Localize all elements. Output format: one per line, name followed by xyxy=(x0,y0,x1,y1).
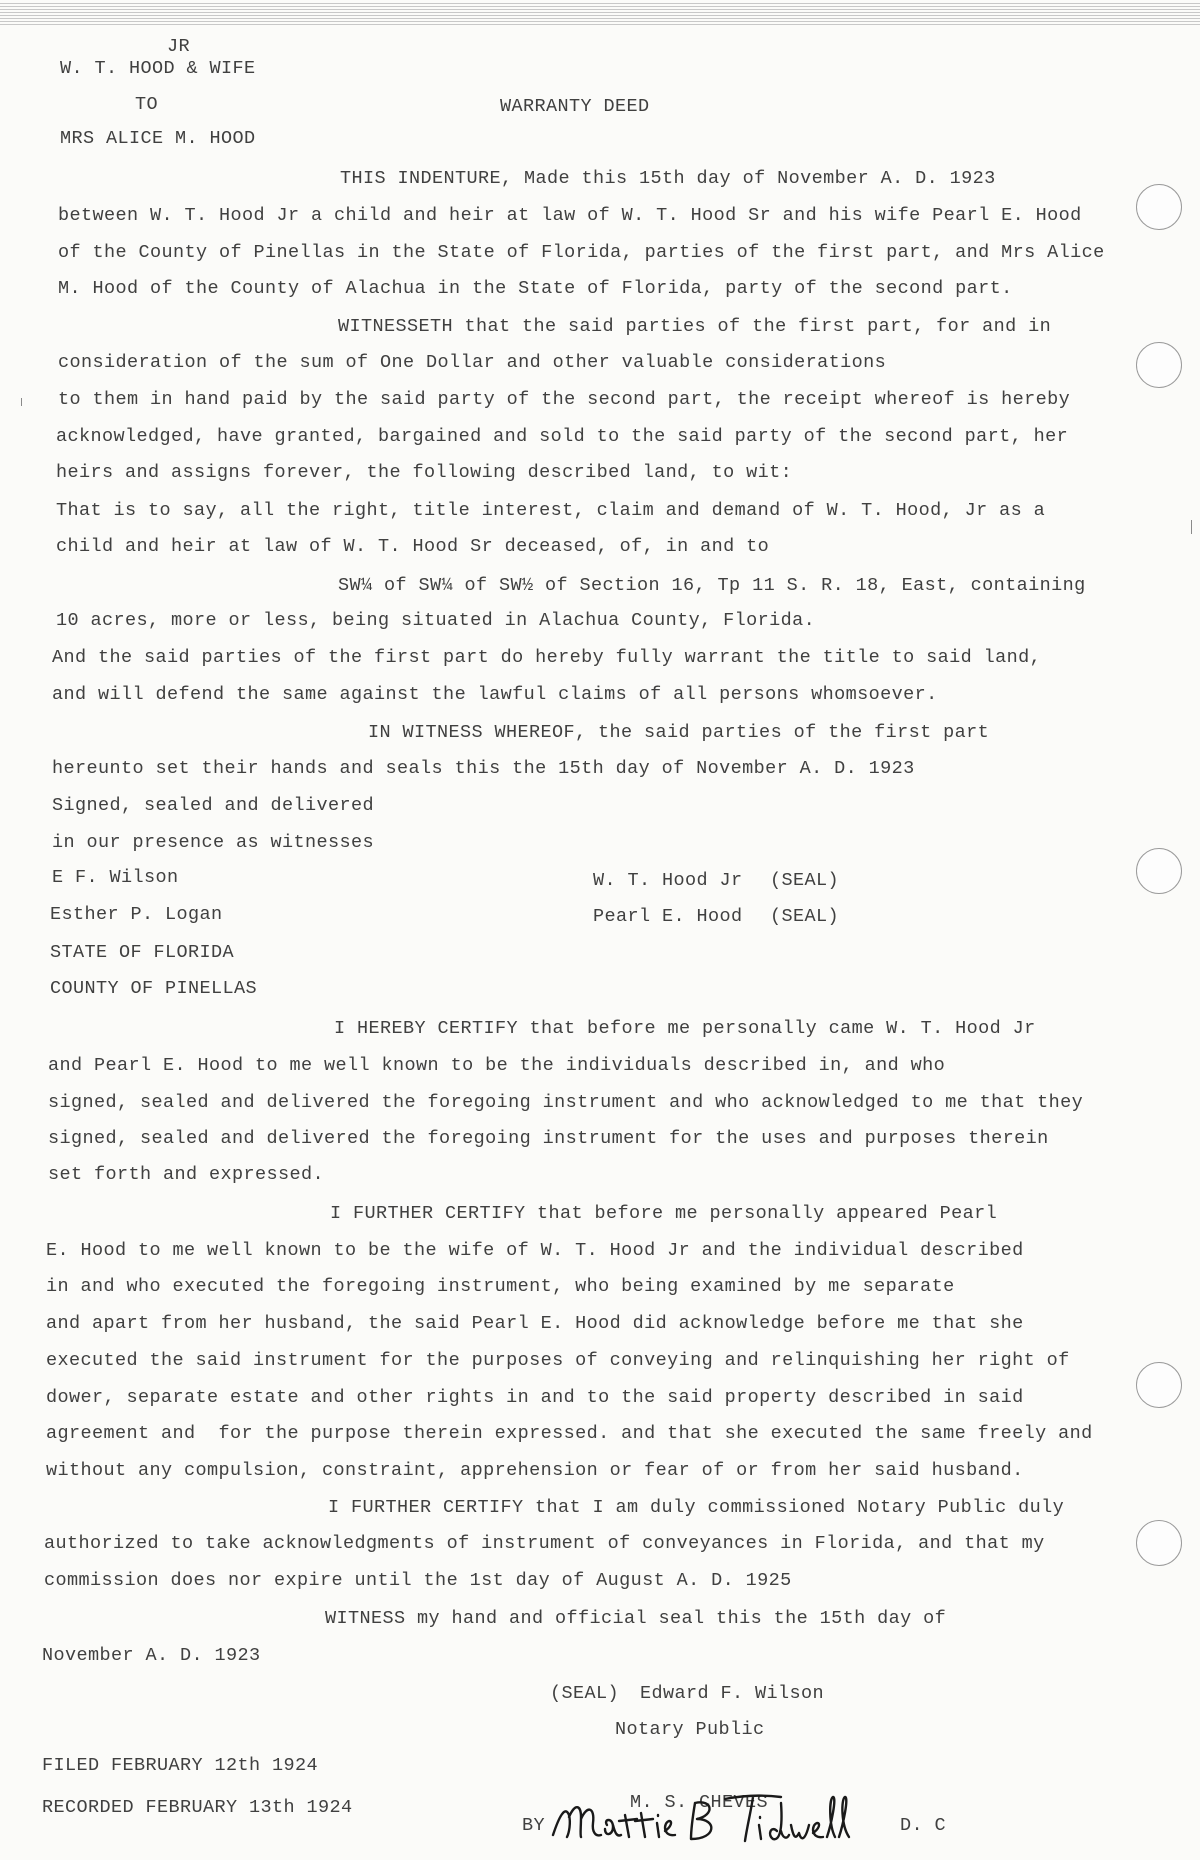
cert-line: I HEREBY CERTIFY that before me personally came W. T. Hood Jr xyxy=(334,1018,1036,1039)
state-label: STATE OF FLORIDA xyxy=(50,942,235,963)
body-line: to them in hand paid by the said party of the second part, the receipt whereof is hereby xyxy=(58,389,1071,410)
body-line: hereunto set their hands and seals this the 15th day of November A. D. 1923 xyxy=(52,758,915,779)
cert-line: agreement and for the purpose therein expressed. and that she executed the same freely and xyxy=(46,1423,1093,1444)
seal-label: (SEAL) xyxy=(770,906,840,927)
cert-line: signed, sealed and delivered the foregoing instrument for the uses and purposes therein xyxy=(48,1128,1049,1149)
grantee-heading: MRS ALICE M. HOOD xyxy=(60,128,256,149)
by-label: BY xyxy=(522,1815,546,1836)
body-line: acknowledged, have granted, bargained and sold to the said party of the second part, her xyxy=(56,426,1069,447)
body-line: consideration of the sum of One Dollar and other valuable considerations xyxy=(58,352,887,373)
signer-name: Pearl E. Hood xyxy=(593,906,743,927)
grantor-heading: W. T. HOOD & WIFE xyxy=(60,58,256,79)
cert-line: in and who executed the foregoing instrument, who being examined by me separate xyxy=(46,1276,955,1297)
cert-line: commission does nor expire until the 1st day of August A. D. 1925 xyxy=(44,1570,792,1591)
body-line: That is to say, all the right, title interest, claim and demand of W. T. Hood, Jr as a xyxy=(56,500,1046,521)
punch-hole xyxy=(1136,184,1182,230)
witness-name: Esther P. Logan xyxy=(50,904,223,925)
cert-line: I FURTHER CERTIFY that I am duly commissioned Notary Public duly xyxy=(328,1497,1065,1518)
seal-label: (SEAL) xyxy=(770,870,840,891)
cert-line: I FURTHER CERTIFY that before me personally appeared Pearl xyxy=(330,1203,998,1224)
notary-seal-label: (SEAL) xyxy=(550,1683,620,1704)
handwritten-signature xyxy=(545,1755,855,1855)
body-line: WITNESSETH that the said parties of the first part, for and in xyxy=(338,316,1052,337)
body-line: in our presence as witnesses xyxy=(52,832,375,853)
cert-line: without any compulsion, constraint, apprehension or fear of or from her said husband. xyxy=(46,1460,1024,1481)
punch-hole xyxy=(1136,1362,1182,1408)
deputy-clerk-label: D. C xyxy=(900,1815,947,1836)
cert-line: authorized to take acknowledgments of instrument of conveyances in Florida, and that my xyxy=(44,1533,1045,1554)
recorded-date: RECORDED FEBRUARY 13th 1924 xyxy=(42,1797,353,1818)
notary-title: Notary Public xyxy=(615,1719,765,1740)
cert-line: E. Hood to me well known to be the wife of W. T. Hood Jr and the individual described xyxy=(46,1240,1024,1261)
punch-hole xyxy=(1136,342,1182,388)
body-line: IN WITNESS WHEREOF, the said parties of the first part xyxy=(368,722,990,743)
cert-line: and Pearl E. Hood to me well known to be the individuals described in, and who xyxy=(48,1055,946,1076)
body-line: Signed, sealed and delivered xyxy=(52,795,375,816)
clerk-name: M. S. CHEVES xyxy=(630,1792,769,1813)
cert-line: November A. D. 1923 xyxy=(42,1645,261,1666)
body-line: of the County of Pinellas in the State of Florida, parties of the first part, and Mrs Alice xyxy=(58,242,1105,263)
cert-line: executed the said instrument for the purposes of conveying and relinquishing her right of xyxy=(46,1350,1070,1371)
cert-line: dower, separate estate and other rights in and to the said property described in said xyxy=(46,1387,1024,1408)
to-heading: TO xyxy=(135,94,159,115)
body-line: and will defend the same against the lawful claims of all persons whomsoever. xyxy=(52,684,938,705)
body-line: between W. T. Hood Jr a child and heir at law of W. T. Hood Sr and his wife Pearl E. Hood xyxy=(58,205,1082,226)
punch-hole xyxy=(1136,848,1182,894)
margin-mark xyxy=(21,398,22,406)
county-label: COUNTY OF PINELLAS xyxy=(50,978,258,999)
land-description: SW¼ of SW¼ of SW½ of Section 16, Tp 11 S. R. 18, East, containing xyxy=(338,575,1086,596)
margin-mark xyxy=(1191,520,1192,534)
body-line: heirs and assigns forever, the following described land, to wit: xyxy=(56,462,793,483)
top-border xyxy=(0,0,1200,28)
signer-name: W. T. Hood Jr xyxy=(593,870,743,891)
cert-line: WITNESS my hand and official seal this the 15th day of xyxy=(325,1608,947,1629)
body-line: 10 acres, more or less, being situated in Alachua County, Florida. xyxy=(56,610,816,631)
cert-line: and apart from her husband, the said Pearl E. Hood did acknowledge before me that she xyxy=(46,1313,1024,1334)
cert-line: signed, sealed and delivered the foregoing instrument and who acknowledged to me that they xyxy=(48,1092,1084,1113)
filed-date: FILED FEBRUARY 12th 1924 xyxy=(42,1755,319,1776)
cert-line: set forth and expressed. xyxy=(48,1164,325,1185)
body-line: child and heir at law of W. T. Hood Sr deceased, of, in and to xyxy=(56,536,770,557)
document-title: WARRANTY DEED xyxy=(500,96,650,117)
body-line: THIS INDENTURE, Made this 15th day of November A. D. 1923 xyxy=(340,168,996,189)
body-line: M. Hood of the County of Alachua in the State of Florida, party of the second part. xyxy=(58,278,1013,299)
body-line: And the said parties of the first part do hereby fully warrant the title to said land, xyxy=(52,647,1042,668)
header-jr: JR xyxy=(167,36,191,57)
witness-name: E F. Wilson xyxy=(52,867,179,888)
punch-hole xyxy=(1136,1520,1182,1566)
notary-name: Edward F. Wilson xyxy=(640,1683,825,1704)
